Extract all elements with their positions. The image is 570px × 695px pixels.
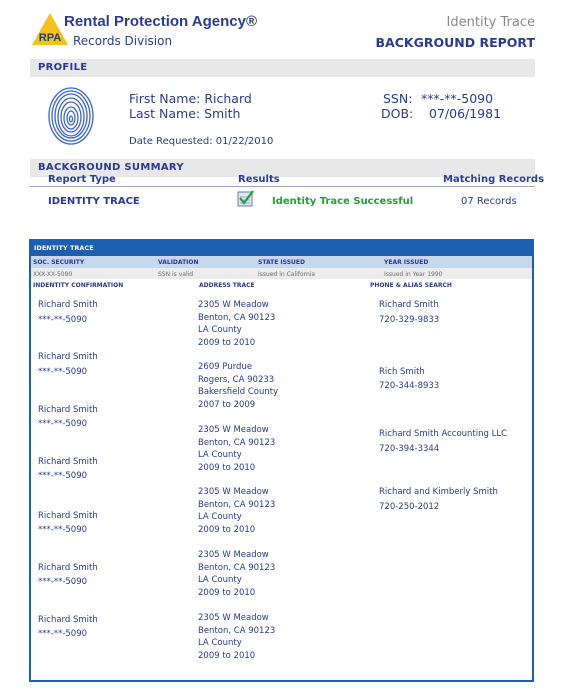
last-name: Last Name: Smith bbox=[129, 106, 241, 121]
record-1-ssn: ***-**-5090 bbox=[38, 315, 88, 325]
header-state-issued: STATE ISSUED bbox=[258, 259, 305, 266]
record-6-name: Richard Smith bbox=[38, 563, 98, 573]
record-5-phone-name: Richard and Kimberly Smith bbox=[379, 487, 498, 497]
ssn-label: SSN: bbox=[383, 91, 413, 106]
record-6-ssn: ***-**-5090 bbox=[38, 577, 88, 587]
header-soc-security: SOC. SECURITY bbox=[33, 259, 85, 266]
record-7-name: Richard Smith bbox=[38, 615, 98, 625]
record-5-name: Richard Smith bbox=[38, 511, 98, 521]
value-validation: SSN is valid bbox=[158, 271, 194, 278]
record-7-address: 2305 W Meadow Benton, CA 90123 LA County 2009 to 2010 bbox=[198, 613, 276, 661]
identity-trace-header bbox=[31, 241, 532, 256]
record-4-name: Richard Smith bbox=[38, 457, 98, 467]
logo-text: RPA bbox=[38, 32, 62, 44]
record-5-phone: 720-250-2012 bbox=[379, 502, 440, 512]
summary-result: Identity Trace Successful bbox=[272, 196, 414, 207]
date-requested: Date Requested: 01/22/2010 bbox=[129, 136, 274, 147]
record-2-name: Richard Smith bbox=[38, 352, 98, 362]
record-1-name: Richard Smith bbox=[38, 300, 98, 310]
header-year-issued: YEAR ISSUED bbox=[384, 259, 429, 266]
record-6-address: 2305 W Meadow Benton, CA 90123 LA County 2009 to 2010 bbox=[198, 550, 276, 598]
record-3-address: 2305 W Meadow Benton, CA 90123 LA County 2009 to 2010 bbox=[198, 425, 276, 473]
record-3-phone: 720-394-3344 bbox=[379, 444, 440, 454]
record-7-ssn: ***-**-5090 bbox=[38, 629, 88, 639]
col-address-trace: ADDRESS TRACE bbox=[199, 282, 255, 289]
header-validation: VALIDATION bbox=[158, 259, 199, 266]
report-kind: Identity Trace bbox=[446, 15, 535, 30]
summary-report-type: IDENTITY TRACE bbox=[48, 196, 140, 207]
record-3-name: Richard Smith bbox=[38, 405, 98, 415]
identity-trace-title: IDENTITY TRACE bbox=[34, 244, 94, 252]
record-1-phone: 720-329-9833 bbox=[379, 315, 440, 325]
record-5-address: 2305 W Meadow Benton, CA 90123 LA County 2009 to 2010 bbox=[198, 487, 276, 535]
col-matching-records: Matching Records bbox=[443, 174, 545, 185]
value-soc-security: XXX-XX-5090 bbox=[33, 271, 73, 278]
summary-matching: 07 Records bbox=[461, 196, 517, 207]
record-3-ssn: ***-**-5090 bbox=[38, 419, 88, 429]
record-4-ssn: ***-**-5090 bbox=[38, 471, 88, 481]
col-phone-alias-search: PHONE & ALIAS SEARCH bbox=[370, 282, 452, 289]
col-identity-confirmation: INDENTITY CONFIRMATION bbox=[33, 282, 124, 289]
value-year-issued: Issued in Year 1990 bbox=[384, 271, 443, 278]
summary-section-title: BACKGROUND SUMMARY bbox=[38, 162, 184, 173]
record-1-phone-name: Richard Smith bbox=[379, 300, 439, 310]
record-2-phone-name: Rich Smith bbox=[379, 367, 425, 377]
agency-name: Rental Protection Agency® bbox=[64, 13, 258, 30]
profile-section-bar bbox=[30, 59, 535, 77]
value-state-issued: Issued in California bbox=[258, 271, 316, 278]
profile-section-title: PROFILE bbox=[38, 62, 88, 73]
success-check-icon bbox=[237, 190, 255, 208]
dob-label: DOB: bbox=[381, 106, 414, 121]
division-name: Records Division bbox=[73, 34, 173, 48]
record-2-address: 2609 Purdue Rogers, CA 90233 Bakersfield County 2007 to 2009 bbox=[198, 362, 279, 410]
first-name: First Name: Richard bbox=[129, 91, 252, 106]
fingerprint-icon bbox=[46, 86, 96, 146]
report-title: BACKGROUND REPORT bbox=[375, 35, 535, 50]
ssn-value: ***-**-5090 bbox=[421, 91, 494, 106]
record-2-ssn: ***-**-5090 bbox=[38, 367, 88, 377]
record-5-ssn: ***-**-5090 bbox=[38, 525, 88, 535]
dob-value: 07/06/1981 bbox=[429, 106, 502, 121]
identity-trace-box bbox=[29, 239, 534, 682]
col-report-type: Report Type bbox=[48, 174, 116, 185]
record-3-phone-name: Richard Smith Accounting LLC bbox=[379, 429, 508, 439]
summary-divider bbox=[30, 186, 535, 187]
record-1-address: 2305 W Meadow Benton, CA 90123 LA County 2009 to 2010 bbox=[198, 300, 276, 348]
col-results: Results bbox=[238, 174, 280, 185]
record-2-phone: 720-344-8933 bbox=[379, 381, 440, 391]
